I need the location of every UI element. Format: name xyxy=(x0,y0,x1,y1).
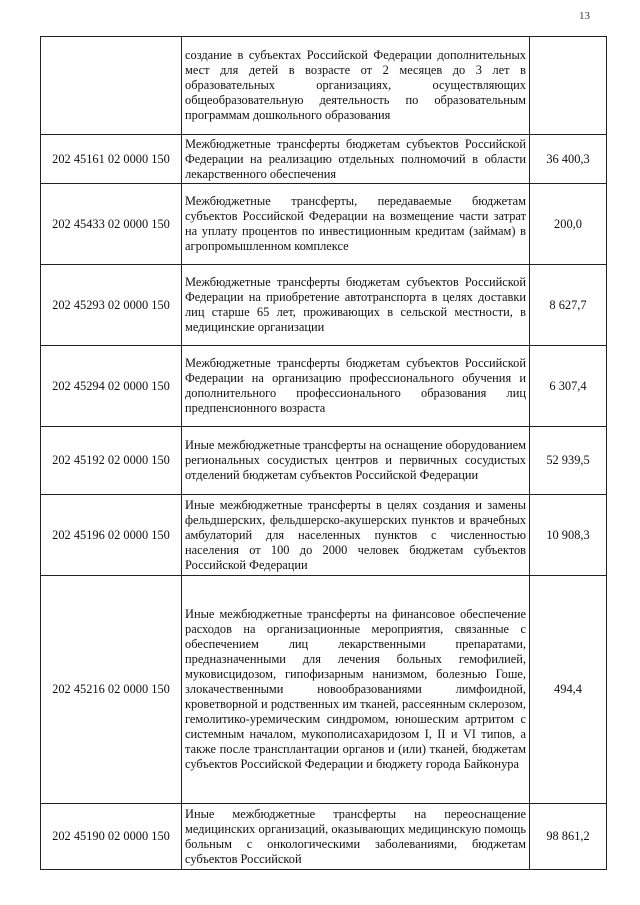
description-cell: Иные межбюджетные трансферты на финансовое обеспечение расходов на организационные мероприятия, связанные с обеспечением лиц лекарственными препаратами, предназначенными для лечения больных гемофилией, муковисцидозом, гипофизарным нанизмом, болезнью Гоше, злокачественными новообразованиями лимфоидной, кроветворной и родственных им тканей, рассеянным склерозом, гемолитико-уремическим синдромом, юношеским артритом с системным началом, мукополисахаридозом I, II и VI типов, а также после трансплантации органов и (или) тканей, бюджетам субъектов Российской Федерации и бюджету города Байконура xyxy=(182,576,530,804)
amount-cell xyxy=(530,37,607,135)
budget-code-cell: 202 45216 02 0000 150 xyxy=(41,576,182,804)
budget-code-cell: 202 45190 02 0000 150 xyxy=(41,804,182,870)
budget-code-cell: 202 45433 02 0000 150 xyxy=(41,184,182,265)
table-row xyxy=(41,427,607,495)
table-row xyxy=(41,184,607,265)
amount-cell: 36 400,3 xyxy=(530,135,607,184)
description-cell: Межбюджетные трансферты, передаваемые бюджетам субъектов Российской Федерации на возмещение части затрат на уплату процентов по инвестиционным кредитам (займам) в агропромышленном комплексе xyxy=(182,184,530,265)
description-cell: Иные межбюджетные трансферты в целях создания и замены фельдшерских, фельдшерско-акушерских пунктов и врачебных амбулаторий для населенных пунктов с численностью населения от 100 до 2000 человек бюджетам субъектов Российской Федерации xyxy=(182,495,530,576)
description-cell: Межбюджетные трансферты бюджетам субъектов Российской Федерации на реализацию отдельных полномочий в области лекарственного обеспечения xyxy=(182,135,530,184)
amount-cell: 52 939,5 xyxy=(530,427,607,495)
amount-cell: 98 861,2 xyxy=(530,804,607,870)
budget-code-cell xyxy=(41,37,182,135)
budget-table xyxy=(40,36,607,870)
description-cell: Иные межбюджетные трансферты на оснащение оборудованием региональных сосудистых центров и первичных сосудистых отделений бюджетам субъектов Российской Федерации xyxy=(182,427,530,495)
budget-code-cell: 202 45161 02 0000 150 xyxy=(41,135,182,184)
table-row xyxy=(41,135,607,184)
table-row xyxy=(41,495,607,576)
budget-code-cell: 202 45294 02 0000 150 xyxy=(41,346,182,427)
table-row xyxy=(41,265,607,346)
amount-cell: 6 307,4 xyxy=(530,346,607,427)
table-row xyxy=(41,576,607,804)
amount-cell: 10 908,3 xyxy=(530,495,607,576)
budget-code-cell: 202 45293 02 0000 150 xyxy=(41,265,182,346)
description-cell: Иные межбюджетные трансферты на переоснащение медицинских организаций, оказывающих медицинскую помощь больным с онкологическими заболеваниями, бюджетам субъектов Российской xyxy=(182,804,530,870)
table-row xyxy=(41,37,607,135)
amount-cell: 200,0 xyxy=(530,184,607,265)
description-cell: создание в субъектах Российской Федерации дополнительных мест для детей в возрасте от 2 месяцев до 3 лет в образовательных организациях, осуществляющих общеобразовательную деятельность по образовательным программам дошкольного образования xyxy=(182,37,530,135)
description-cell: Межбюджетные трансферты бюджетам субъектов Российской Федерации на организацию профессионального обучения и дополнительного профессионального образования лиц предпенсионного возраста xyxy=(182,346,530,427)
budget-table-body xyxy=(41,37,607,870)
budget-code-cell: 202 45192 02 0000 150 xyxy=(41,427,182,495)
page-number: 13 xyxy=(579,10,590,22)
description-cell: Межбюджетные трансферты бюджетам субъектов Российской Федерации на приобретение автотранспорта в целях доставки лиц старше 65 лет, проживающих в сельской местности, в медицинские организации xyxy=(182,265,530,346)
table-row xyxy=(41,804,607,870)
amount-cell: 494,4 xyxy=(530,576,607,804)
table-row xyxy=(41,346,607,427)
amount-cell: 8 627,7 xyxy=(530,265,607,346)
budget-code-cell: 202 45196 02 0000 150 xyxy=(41,495,182,576)
